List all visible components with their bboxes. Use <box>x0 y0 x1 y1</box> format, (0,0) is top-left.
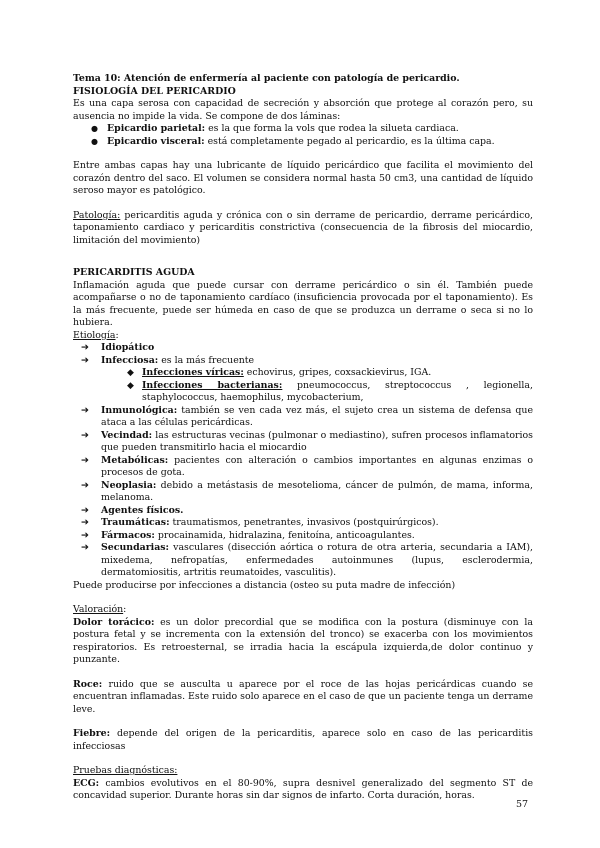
arrow-icon: ➔ <box>81 342 89 353</box>
list-item: ➔ Inmunológica: también se ven cada vez más, el sujeto crea un sistema de defensa que ataca a las células pericárdicas. <box>81 404 533 428</box>
arrow-icon: ➔ <box>81 504 89 516</box>
list-item: ➔ Traumáticas: traumatismos, penetrantes, invasivos (postquirúrgicos). <box>81 517 439 528</box>
paragraph-roce: Roce: ruido que se ausculta u aparece por el roce de las hojas pericárdicas cuando se encuentran inflamadas. Este ruido solo aparece en el caso de que un paciente tenga un derrame leve. <box>73 678 533 715</box>
section-heading-fisiologia: FISIOLOGÍA DEL PERICARDIO <box>73 85 236 97</box>
bullet-icon: ● <box>91 136 98 146</box>
document-page <box>73 73 533 803</box>
arrow-icon: ➔ <box>81 404 89 416</box>
infecciosa-sublist <box>101 367 533 405</box>
arrow-icon: ➔ <box>81 542 89 553</box>
section-heading-pericarditis: PERICARDITIS AGUDA <box>73 267 195 278</box>
list-item: ➔ Fármacos: procainamida, hidralazina, fenitoína, anticoagulantes. <box>81 529 415 541</box>
list-item: ● Epicardio visceral: está completamente pegado al pericardio, es la última capa. <box>91 135 495 147</box>
paragraph-fiebre: Fiebre: depende del origen de la pericarditis, aparece solo en caso de las pericarditis infecciosas <box>73 728 533 752</box>
page-number: 57 <box>516 799 529 810</box>
arrow-icon: ➔ <box>81 529 89 541</box>
list-item: ◆ Infecciones víricas: echovirus, gripes, coxsackievirus, IGA. <box>127 367 432 378</box>
paragraph-serosa: Es una capa serosa con capacidad de secreción y absorción que protege al corazón pero, su ausencia no impide la vida. Se compone de dos láminas: <box>73 98 533 122</box>
arrow-icon: ➔ <box>81 354 89 366</box>
list-item: ➔ Neoplasia: debido a metástasis de mesotelioma, cáncer de pulmón, de mama, informa, melanoma. <box>81 479 533 503</box>
list-item: ➔ Vecindad: las estructuras vecinas (pulmonar o mediastino), sufren procesos inflamatorios que pueden transmitirlo hacia el miocardio <box>81 429 533 453</box>
paragraph-inflamacion: Inflamación aguda que puede cursar con derrame pericárdico o sin él. También puede acompañarse o no de taponamiento cardíaco (insuficiencia provocada por el taponamiento). Es la más frecuente, puede ser húmeda en caso de que se produzca un derrame o seca si no lo hubiera. <box>73 279 533 328</box>
list-item: ➔ Metabólicas: pacientes con alteración o cambios importantes en algunas enzimas o procesos de gota. <box>81 454 533 478</box>
paragraph-ecg: ECG: cambios evolutivos en el 80-90%, supra desnivel generalizado del segmento ST de concavidad superior. Durante horas sin dar signos de infarto. Corta duración, horas. <box>73 777 533 801</box>
paragraph-dolor: Dolor torácico: es un dolor precordial que se modifica con la postura (disminuye con la postura fetal y se incrementa con la extensión del tronco) se exacerba con los movimientos respiratorios. Es retroesternal, se irradia hacia la escápula izquierda,de dolor continuo y punzante. <box>73 616 533 665</box>
list-item: ➔ Idiopático <box>81 342 155 353</box>
etiologia-heading: Etiología: <box>73 329 119 341</box>
document-title: Tema 10: Atención de enfermería al paciente con patología de pericardio. <box>73 73 460 84</box>
arrow-icon: ➔ <box>81 517 89 528</box>
paragraph-patologia: Patología: pericarditis aguda y crónica con o sin derrame de pericardio, derrame pericárdico, taponamiento cardiaco y pericarditis constrictiva (consecuencia de la fibrosis del miocardio, limitación del movimiento) <box>73 209 533 246</box>
diamond-icon: ◆ <box>127 380 134 391</box>
list-item: ➔ Secundarias: vasculares (disección aórtica o rotura de otra arteria, secundaria a IAM), mixedema, nefropatías, enfermedades autoinmunes (lupus, esclerodermia, dermatomiositis, artritis reumatoides, vasculitis). <box>81 542 533 578</box>
etiologia-list <box>73 342 533 580</box>
list-item: ● Epicardio parietal: es la que forma la vols que rodea la silueta cardiaca. <box>91 123 459 134</box>
bullet-icon: ● <box>91 124 98 133</box>
arrow-icon: ➔ <box>81 429 89 441</box>
laminas-list <box>73 123 533 148</box>
arrow-icon: ➔ <box>81 454 89 466</box>
valoracion-heading: Valoración: <box>73 604 127 615</box>
paragraph-liquido: Entre ambas capas hay una lubricante de líquido pericárdico que facilita el movimiento del corazón dentro del saco. El volumen se considera normal hasta 50 cm3, una cantidad de líquido seroso mayor es patológico. <box>73 160 533 196</box>
pruebas-heading: Pruebas diagnósticas: <box>73 765 178 776</box>
diamond-icon: ◆ <box>127 368 134 378</box>
paragraph-distancia: Puede producirse por infecciones a distancia (osteo su puta madre de infección) <box>73 579 456 591</box>
list-item: ◆ Infecciones bacterianas: pneumococcus, streptococcus , legionella, staphylococcus, haemophilus, mycobacterium, <box>127 379 533 403</box>
list-item: ➔ Agentes físicos. <box>81 504 184 516</box>
list-item: ➔ Infecciosa: es la más frecuente ◆ Infecciones víricas: echovirus, gripes, coxsackievirus, IGA. ◆ Infecciones bacterianas: pneumococcus, streptococcus , legionella, staphylococcus, haemophilus, mycobacterium, <box>81 354 533 403</box>
arrow-icon: ➔ <box>81 479 89 491</box>
